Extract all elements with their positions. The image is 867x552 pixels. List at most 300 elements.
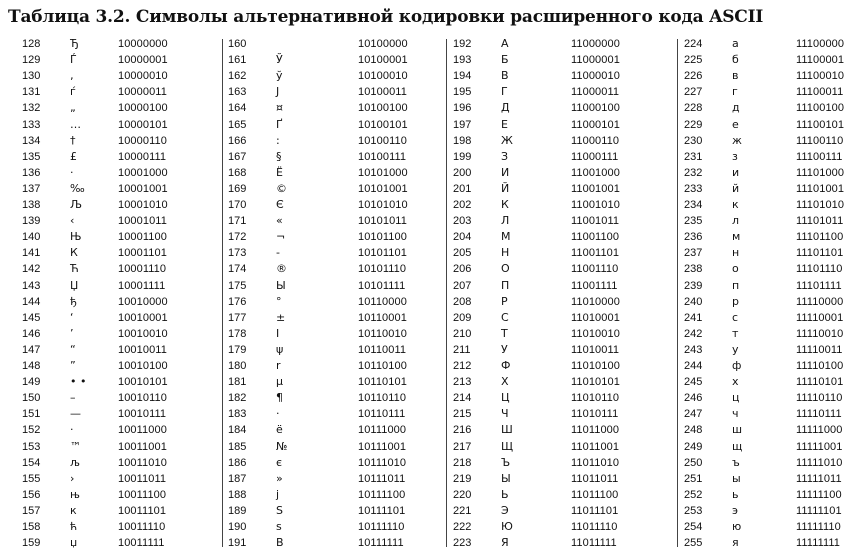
decimal-code: 178 xyxy=(228,328,247,340)
decimal-code: 207 xyxy=(453,280,472,292)
binary-code: 11000110 xyxy=(571,135,620,147)
character-symbol: и xyxy=(732,166,740,179)
decimal-code: 227 xyxy=(684,86,703,98)
binary-code: 11011100 xyxy=(571,489,619,501)
binary-code: 11011011 xyxy=(571,473,619,485)
table-row xyxy=(22,260,237,278)
decimal-code: 245 xyxy=(684,376,703,388)
table-title: Таблица 3.2. Символы альтернативной кодировки расширенного кода ASCII xyxy=(8,7,764,27)
binary-code: 10001010 xyxy=(118,199,168,211)
decimal-code: 204 xyxy=(453,231,472,243)
decimal-code: 154 xyxy=(22,457,41,469)
character-symbol: ѓ xyxy=(70,85,76,98)
character-symbol: Џ xyxy=(70,279,79,292)
character-symbol: … xyxy=(70,118,81,131)
decimal-code: 240 xyxy=(684,296,703,308)
character-symbol: Р xyxy=(501,295,508,308)
binary-code: 11001100 xyxy=(571,231,620,243)
decimal-code: 156 xyxy=(22,489,41,501)
character-symbol: Х xyxy=(501,375,509,388)
character-symbol: н xyxy=(732,246,740,259)
decimal-code: 222 xyxy=(453,521,472,533)
table-row xyxy=(228,260,443,278)
decimal-code: 145 xyxy=(22,312,41,324)
decimal-code: 134 xyxy=(22,135,41,147)
decimal-code: 199 xyxy=(453,151,472,163)
decimal-code: 177 xyxy=(228,312,247,324)
binary-code: 11011010 xyxy=(571,457,620,469)
character-symbol: j xyxy=(276,488,280,501)
binary-code: 11111110 xyxy=(796,521,841,533)
character-symbol: е xyxy=(732,118,739,131)
character-symbol: Ђ xyxy=(70,37,79,50)
binary-code: 11110111 xyxy=(796,408,842,420)
binary-code: 10111010 xyxy=(358,457,407,469)
decimal-code: 197 xyxy=(453,119,472,131)
character-symbol: Ґ xyxy=(276,118,283,131)
binary-code: 10010000 xyxy=(118,296,168,308)
character-symbol: Ч xyxy=(501,407,509,420)
binary-code: 10011110 xyxy=(118,521,166,533)
binary-code: 11101100 xyxy=(796,231,844,243)
character-symbol: “ xyxy=(70,343,76,356)
character-symbol: I xyxy=(276,327,280,340)
code-column-group xyxy=(228,35,443,550)
character-symbol: S xyxy=(276,504,283,517)
character-symbol: № xyxy=(276,440,288,453)
decimal-code: 146 xyxy=(22,328,41,340)
decimal-code: 151 xyxy=(22,408,41,420)
decimal-code: 179 xyxy=(228,344,247,356)
decimal-code: 155 xyxy=(22,473,41,485)
decimal-code: 165 xyxy=(228,119,247,131)
character-symbol: о xyxy=(732,262,739,275)
decimal-code: 206 xyxy=(453,263,472,275)
binary-code: 10010111 xyxy=(118,408,167,420)
character-symbol: љ xyxy=(70,456,80,469)
decimal-code: 214 xyxy=(453,392,472,404)
character-symbol: м xyxy=(732,230,741,243)
character-symbol: · xyxy=(276,407,280,420)
table-row xyxy=(22,99,237,117)
character-symbol: ц xyxy=(732,391,740,404)
decimal-code: 129 xyxy=(22,54,41,66)
character-symbol: К xyxy=(501,198,509,211)
character-symbol: ‹ xyxy=(70,214,75,227)
character-symbol: г xyxy=(732,85,738,98)
binary-code: 11010100 xyxy=(571,360,620,372)
decimal-code: 141 xyxy=(22,247,41,259)
binary-code: 11111000 xyxy=(796,424,843,436)
decimal-code: 182 xyxy=(228,392,247,404)
binary-code: 10100100 xyxy=(358,102,408,114)
character-symbol: © xyxy=(276,182,287,195)
binary-code: 10010101 xyxy=(118,376,168,388)
binary-code: 10011000 xyxy=(118,424,167,436)
binary-code: 10101111 xyxy=(358,280,406,292)
character-symbol: Њ xyxy=(70,230,82,243)
binary-code: 10111110 xyxy=(358,521,405,533)
character-symbol: ® xyxy=(276,262,287,275)
table-row xyxy=(684,534,867,552)
character-symbol: к xyxy=(732,198,739,211)
binary-code: 10110001 xyxy=(358,312,407,324)
binary-code: 11010110 xyxy=(571,392,620,404)
binary-code: 10110110 xyxy=(358,392,407,404)
character-symbol: ¶ xyxy=(276,391,283,404)
character-symbol: » xyxy=(276,472,283,485)
character-symbol: Д xyxy=(501,101,510,114)
decimal-code: 216 xyxy=(453,424,472,436)
binary-code: 10001110 xyxy=(118,263,167,275)
decimal-code: 193 xyxy=(453,54,472,66)
binary-code: 10101100 xyxy=(358,231,407,243)
binary-code: 11011111 xyxy=(571,537,617,549)
binary-code: 10111000 xyxy=(358,424,407,436)
binary-code: 10000111 xyxy=(118,151,167,163)
binary-code: 11000111 xyxy=(571,151,619,163)
table-row xyxy=(22,534,237,552)
binary-code: 11110100 xyxy=(796,360,844,372)
decimal-code: 180 xyxy=(228,360,247,372)
binary-code: 11110011 xyxy=(796,344,843,356)
binary-code: 10000010 xyxy=(118,70,168,82)
character-symbol: с xyxy=(732,311,739,324)
binary-code: 11000101 xyxy=(571,119,620,131)
binary-code: 10010001 xyxy=(118,312,168,324)
decimal-code: 142 xyxy=(22,263,41,275)
binary-code: 10110010 xyxy=(358,328,407,340)
binary-code: 10011101 xyxy=(118,505,167,517)
decimal-code: 131 xyxy=(22,86,41,98)
binary-code: 10011011 xyxy=(118,473,167,485)
binary-code: 11100001 xyxy=(796,54,845,66)
character-symbol: Э xyxy=(501,504,509,517)
decimal-code: 128 xyxy=(22,38,41,50)
decimal-code: 190 xyxy=(228,521,247,533)
decimal-code: 139 xyxy=(22,215,41,227)
character-symbol: Щ xyxy=(501,440,514,453)
character-symbol: • • xyxy=(70,375,87,388)
character-symbol: З xyxy=(501,150,509,163)
decimal-code: 233 xyxy=(684,183,703,195)
decimal-code: 248 xyxy=(684,424,703,436)
decimal-code: 172 xyxy=(228,231,247,243)
binary-code: 11100101 xyxy=(796,119,845,131)
character-symbol: · xyxy=(70,423,74,436)
table-row xyxy=(453,99,668,117)
binary-code: 11101101 xyxy=(796,247,844,259)
decimal-code: 157 xyxy=(22,505,41,517)
binary-code: 10101011 xyxy=(358,215,407,227)
decimal-code: 181 xyxy=(228,376,247,388)
decimal-code: 158 xyxy=(22,521,41,533)
decimal-code: 152 xyxy=(22,424,41,436)
binary-code: 11001011 xyxy=(571,215,620,227)
character-symbol: Љ xyxy=(70,198,83,211)
character-symbol: в xyxy=(732,69,739,82)
binary-code: 10100000 xyxy=(358,38,408,50)
character-symbol: Є xyxy=(276,198,284,211)
decimal-code: 231 xyxy=(684,151,703,163)
binary-code: 11110000 xyxy=(796,296,844,308)
decimal-code: 218 xyxy=(453,457,472,469)
character-symbol: › xyxy=(70,472,75,485)
decimal-code: 136 xyxy=(22,167,41,179)
decimal-code: 188 xyxy=(228,489,247,501)
character-symbol: Г xyxy=(501,85,508,98)
character-symbol: ё xyxy=(276,423,283,436)
character-symbol: ш xyxy=(732,423,743,436)
character-symbol: а xyxy=(732,37,739,50)
character-symbol: Ш xyxy=(501,423,513,436)
decimal-code: 187 xyxy=(228,473,247,485)
character-symbol: У xyxy=(501,343,508,356)
binary-code: 11011000 xyxy=(571,424,620,436)
decimal-code: 220 xyxy=(453,489,472,501)
binary-code: 10111011 xyxy=(358,473,406,485)
decimal-code: 149 xyxy=(22,376,41,388)
decimal-code: 253 xyxy=(684,505,703,517)
decimal-code: 255 xyxy=(684,537,703,549)
character-symbol: В xyxy=(501,69,509,82)
character-symbol: р xyxy=(732,295,739,308)
binary-code: 11100000 xyxy=(796,38,845,50)
binary-code: 11100010 xyxy=(796,70,845,82)
binary-code: 10010011 xyxy=(118,344,167,356)
character-symbol: т xyxy=(732,327,739,340)
code-column-group xyxy=(22,35,237,550)
binary-code: 11101010 xyxy=(796,199,845,211)
decimal-code: 173 xyxy=(228,247,247,259)
character-symbol: Ў xyxy=(276,53,283,66)
table-row xyxy=(228,421,443,439)
binary-code: 10011111 xyxy=(118,537,165,549)
decimal-code: 241 xyxy=(684,312,703,324)
binary-code: 10110100 xyxy=(358,360,407,372)
character-symbol: д xyxy=(732,101,740,114)
character-symbol: £ xyxy=(70,150,77,163)
column-divider xyxy=(677,39,678,547)
binary-code: 11111011 xyxy=(796,473,842,485)
binary-code: 10110011 xyxy=(358,344,407,356)
decimal-code: 159 xyxy=(22,537,41,549)
binary-code: 11001111 xyxy=(571,280,618,292)
decimal-code: 133 xyxy=(22,119,41,131)
code-column-group xyxy=(684,35,867,550)
character-symbol: ¤ xyxy=(276,101,283,114)
encoding-table xyxy=(0,35,867,550)
decimal-code: 223 xyxy=(453,537,472,549)
binary-code: 10001001 xyxy=(118,183,168,195)
binary-code: 10111111 xyxy=(358,537,404,549)
binary-code: 11100011 xyxy=(796,86,844,98)
binary-code: 10110101 xyxy=(358,376,407,388)
table-row xyxy=(22,421,237,439)
character-symbol: ± xyxy=(276,311,286,324)
character-symbol: : xyxy=(276,134,280,147)
character-symbol: у xyxy=(732,343,739,356)
decimal-code: 153 xyxy=(22,441,41,453)
decimal-code: 211 xyxy=(453,344,471,356)
decimal-code: 237 xyxy=(684,247,703,259)
binary-code: 10010100 xyxy=(118,360,168,372)
character-symbol: ” xyxy=(70,359,76,372)
character-symbol: п xyxy=(732,279,740,292)
binary-code: 11011001 xyxy=(571,441,620,453)
character-symbol: Ы xyxy=(501,472,511,485)
binary-code: 10001101 xyxy=(118,247,167,259)
decimal-code: 186 xyxy=(228,457,247,469)
binary-code: 11001010 xyxy=(571,199,620,211)
character-symbol: ю xyxy=(732,520,742,533)
decimal-code: 163 xyxy=(228,86,247,98)
table-row xyxy=(684,260,867,278)
binary-code: 11000011 xyxy=(571,86,620,98)
decimal-code: 209 xyxy=(453,312,472,324)
column-divider xyxy=(446,39,447,547)
character-symbol: И xyxy=(501,166,510,179)
binary-code: 10010010 xyxy=(118,328,168,340)
decimal-code: 132 xyxy=(22,102,41,114)
decimal-code: 230 xyxy=(684,135,703,147)
character-symbol: ы xyxy=(732,472,741,485)
character-symbol: Ы xyxy=(276,279,286,292)
character-symbol: s xyxy=(276,520,282,533)
table-row xyxy=(228,534,443,552)
binary-code: 10000001 xyxy=(118,54,168,66)
binary-code: 10100010 xyxy=(358,70,408,82)
decimal-code: 205 xyxy=(453,247,472,259)
decimal-code: 247 xyxy=(684,408,703,420)
decimal-code: 196 xyxy=(453,102,472,114)
binary-code: 10011010 xyxy=(118,457,167,469)
binary-code: 10001111 xyxy=(118,280,166,292)
binary-code: 11010011 xyxy=(571,344,620,356)
character-symbol: ‘ xyxy=(70,311,74,324)
decimal-code: 221 xyxy=(453,505,472,517)
binary-code: 11110110 xyxy=(796,392,843,404)
character-symbol: А xyxy=(501,37,509,50)
decimal-code: 252 xyxy=(684,489,703,501)
character-symbol: Ж xyxy=(501,134,513,147)
binary-code: 10101010 xyxy=(358,199,408,211)
table-row xyxy=(453,260,668,278)
character-symbol: µ xyxy=(276,375,283,388)
character-symbol: - xyxy=(276,246,280,259)
character-symbol: Н xyxy=(501,246,510,259)
binary-code: 11101001 xyxy=(796,183,845,195)
decimal-code: 238 xyxy=(684,263,703,275)
character-symbol: ђ xyxy=(70,295,77,308)
binary-code: 11101110 xyxy=(796,263,843,275)
binary-code: 11010010 xyxy=(571,328,620,340)
character-symbol: ‰ xyxy=(70,182,85,195)
character-symbol: § xyxy=(276,150,282,163)
character-symbol: Т xyxy=(501,327,508,340)
character-symbol: Ъ xyxy=(501,456,511,469)
decimal-code: 208 xyxy=(453,296,472,308)
character-symbol: К xyxy=(70,246,78,259)
binary-code: 10111001 xyxy=(358,441,407,453)
binary-code: 11100111 xyxy=(796,151,843,163)
character-symbol: Ё xyxy=(276,166,283,179)
decimal-code: 219 xyxy=(453,473,472,485)
character-symbol: х xyxy=(732,375,739,388)
binary-code: 11001110 xyxy=(571,263,619,275)
binary-code: 10111100 xyxy=(358,489,406,501)
decimal-code: 135 xyxy=(22,151,41,163)
binary-code: 10000100 xyxy=(118,102,168,114)
binary-code: 10001000 xyxy=(118,167,168,179)
decimal-code: 242 xyxy=(684,328,703,340)
decimal-code: 162 xyxy=(228,70,247,82)
binary-code: 10000011 xyxy=(118,86,167,98)
decimal-code: 170 xyxy=(228,199,247,211)
binary-code: 11111001 xyxy=(796,441,843,453)
character-symbol: з xyxy=(732,150,738,163)
table-row xyxy=(684,421,867,439)
character-symbol: ж xyxy=(732,134,742,147)
decimal-code: 164 xyxy=(228,102,247,114)
binary-code: 10011100 xyxy=(118,489,167,501)
binary-code: 11100100 xyxy=(796,102,845,114)
decimal-code: 166 xyxy=(228,135,247,147)
decimal-code: 184 xyxy=(228,424,247,436)
binary-code: 10101110 xyxy=(358,263,407,275)
binary-code: 11111101 xyxy=(796,505,842,517)
binary-code: 10100011 xyxy=(358,86,407,98)
binary-code: 10110000 xyxy=(358,296,407,308)
binary-code: 10000110 xyxy=(118,135,167,147)
decimal-code: 232 xyxy=(684,167,703,179)
binary-code: 10101101 xyxy=(358,247,407,259)
binary-code: 10001100 xyxy=(118,231,167,243)
character-symbol: ‚ xyxy=(70,69,74,82)
character-symbol: – xyxy=(70,391,76,404)
character-symbol: Е xyxy=(501,118,508,131)
decimal-code: 217 xyxy=(453,441,472,453)
character-symbol: — xyxy=(70,407,81,420)
character-symbol: r xyxy=(276,359,281,372)
binary-code: 10100101 xyxy=(358,119,408,131)
decimal-code: 183 xyxy=(228,408,247,420)
character-symbol: В xyxy=(276,536,284,549)
decimal-code: 250 xyxy=(684,457,703,469)
character-symbol: џ xyxy=(70,536,78,549)
binary-code: 10011001 xyxy=(118,441,167,453)
decimal-code: 213 xyxy=(453,376,472,388)
character-symbol: й xyxy=(732,182,740,195)
decimal-code: 234 xyxy=(684,199,703,211)
character-symbol: П xyxy=(501,279,510,292)
binary-code: 11100110 xyxy=(796,135,844,147)
binary-code: 11111111 xyxy=(796,537,841,549)
decimal-code: 176 xyxy=(228,296,247,308)
character-symbol: Л xyxy=(501,214,510,227)
decimal-code: 147 xyxy=(22,344,41,356)
binary-code: 11000001 xyxy=(571,54,620,66)
decimal-code: 251 xyxy=(684,473,703,485)
decimal-code: 174 xyxy=(228,263,247,275)
character-symbol: ¬ xyxy=(276,230,286,243)
decimal-code: 236 xyxy=(684,231,703,243)
decimal-code: 198 xyxy=(453,135,472,147)
binary-code: 11010101 xyxy=(571,376,620,388)
binary-code: 10110111 xyxy=(358,408,406,420)
binary-code: 11010001 xyxy=(571,312,620,324)
binary-code: 11000000 xyxy=(571,38,620,50)
